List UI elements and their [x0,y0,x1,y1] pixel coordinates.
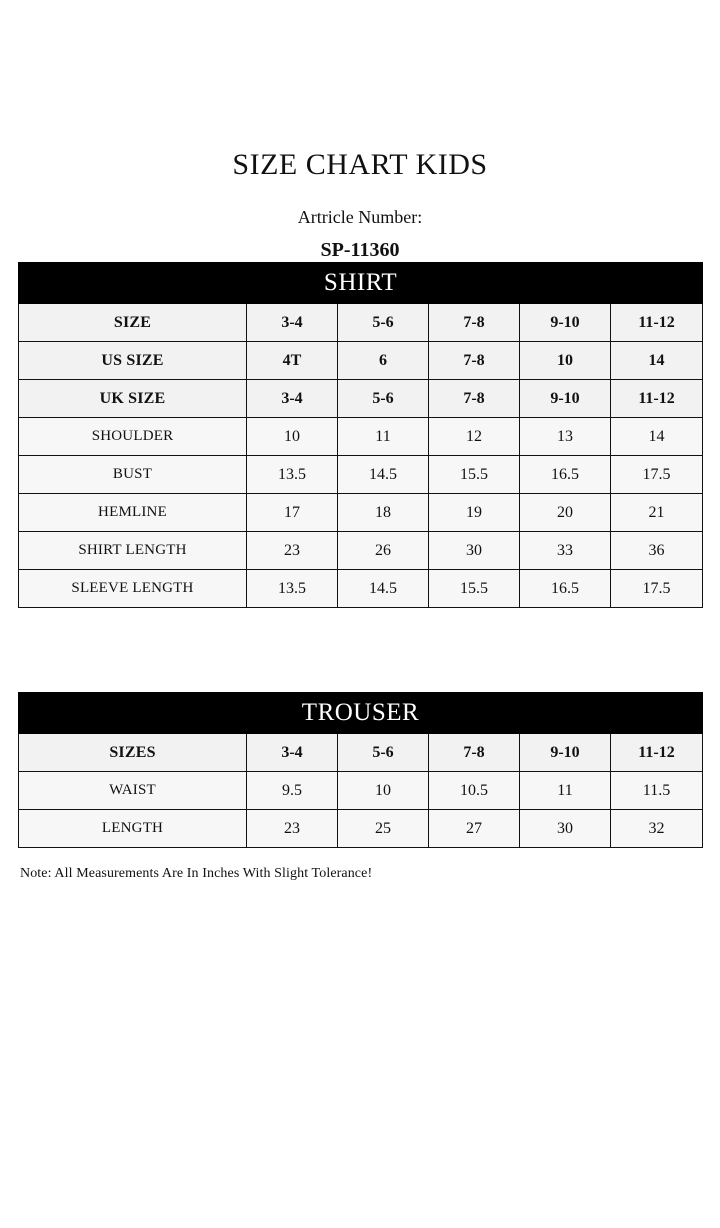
table-row [19,380,703,418]
table-row [19,304,703,342]
row-value: 23 [247,810,338,848]
row-value: 14 [611,342,703,380]
table-row [19,342,703,380]
row-value: 9-10 [520,304,611,342]
row-label: WAIST [19,772,247,810]
row-value: 11-12 [611,304,703,342]
row-value: 11-12 [611,734,703,772]
row-value: 13 [520,418,611,456]
row-label: LENGTH [19,810,247,848]
row-value: 23 [247,532,338,570]
table-row [19,810,703,848]
row-value: 19 [429,494,520,532]
table-row [19,734,703,772]
row-label: SIZE [19,304,247,342]
article-number-value: SP-11360 [320,239,400,261]
row-label: HEMLINE [19,494,247,532]
row-label: US SIZE [19,342,247,380]
row-label: BUST [19,456,247,494]
row-value: 6 [338,342,429,380]
trouser-band-label: TROUSER [19,693,703,734]
row-value: 33 [520,532,611,570]
row-value: 11 [520,772,611,810]
trouser-band-row [19,693,703,734]
trouser-table-body [19,693,703,848]
table-row [19,570,703,608]
row-value: 5-6 [338,734,429,772]
section-spacer [18,608,702,692]
measurement-note: Note: All Measurements Are In Inches With Slight Tolerance! [20,866,373,881]
size-chart-page [0,148,720,1228]
row-value: 9.5 [247,772,338,810]
page-title: SIZE CHART KIDS [232,148,488,181]
row-value: 10 [338,772,429,810]
row-value: 17.5 [611,570,703,608]
row-value: 9-10 [520,380,611,418]
row-value: 17 [247,494,338,532]
table-row [19,532,703,570]
shirt-band-row [19,263,703,304]
table-row [19,456,703,494]
row-value: 30 [520,810,611,848]
row-value: 36 [611,532,703,570]
row-value: 20 [520,494,611,532]
row-value: 10 [247,418,338,456]
row-value: 5-6 [338,380,429,418]
row-value: 9-10 [520,734,611,772]
row-value: 14.5 [338,456,429,494]
row-value: 14 [611,418,703,456]
row-value: 12 [429,418,520,456]
shirt-band-label: SHIRT [19,263,703,304]
row-value: 7-8 [429,380,520,418]
row-label: SHIRT LENGTH [19,532,247,570]
row-value: 13.5 [247,570,338,608]
row-label: UK SIZE [19,380,247,418]
row-value: 3-4 [247,734,338,772]
shirt-table-body [19,263,703,608]
row-value: 14.5 [338,570,429,608]
trouser-size-table [18,692,703,848]
row-label: SIZES [19,734,247,772]
row-value: 10.5 [429,772,520,810]
row-value: 16.5 [520,456,611,494]
row-value: 5-6 [338,304,429,342]
row-value: 18 [338,494,429,532]
row-value: 10 [520,342,611,380]
row-value: 21 [611,494,703,532]
table-row [19,772,703,810]
table-row [19,418,703,456]
table-row [19,494,703,532]
row-value: 11-12 [611,380,703,418]
row-value: 3-4 [247,304,338,342]
row-value: 11.5 [611,772,703,810]
row-value: 7-8 [429,342,520,380]
shirt-size-table [18,262,703,608]
row-value: 4T [247,342,338,380]
row-value: 15.5 [429,456,520,494]
row-label: SHOULDER [19,418,247,456]
row-value: 3-4 [247,380,338,418]
row-value: 17.5 [611,456,703,494]
row-value: 26 [338,532,429,570]
row-value: 15.5 [429,570,520,608]
row-value: 32 [611,810,703,848]
row-value: 27 [429,810,520,848]
row-value: 16.5 [520,570,611,608]
row-value: 30 [429,532,520,570]
row-value: 13.5 [247,456,338,494]
row-value: 7-8 [429,734,520,772]
row-value: 7-8 [429,304,520,342]
row-label: SLEEVE LENGTH [19,570,247,608]
row-value: 25 [338,810,429,848]
row-value: 11 [338,418,429,456]
article-number-label: Artricle Number: [297,207,423,227]
